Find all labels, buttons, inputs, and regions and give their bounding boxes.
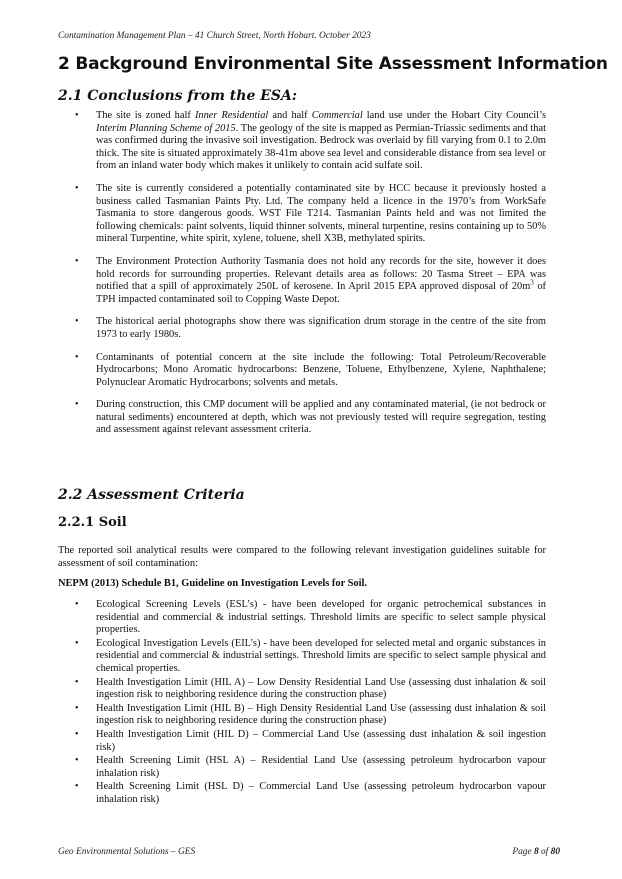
bullet-text: Health Investigation Limit (HIL D) – Commercial Land Use (assessing dust inhalation & soil ingestion risk) xyxy=(96,728,546,753)
bullet-dot: • xyxy=(75,728,79,740)
soil-criteria-item xyxy=(58,677,546,702)
soil-criteria-item xyxy=(58,755,546,780)
bullet-text: During construction, this CMP document will be applied and any contaminated material, (ie not bedrock or natural sediments) encountered at depth, which was not previously tested will require segregation, testing and assessment against relevant assessment criteria. xyxy=(96,399,546,436)
esa-bullet-item xyxy=(58,183,546,246)
bullet-dot: • xyxy=(75,255,79,267)
bullet-dot: • xyxy=(75,676,79,688)
bullet-dot: • xyxy=(75,316,79,328)
soil-intro-paragraph: The reported soil analytical results were compared to the following relevant investigation guidelines suitable for assessment of soil contamination: xyxy=(58,545,546,569)
bullet-dot: • xyxy=(75,599,79,610)
bullet-dot: • xyxy=(75,637,79,649)
bullet-dot: • xyxy=(75,399,79,411)
bullet-text: The site is currently considered a potentially contaminated site by HCC because it previously hosted a business called Tasmanian Paints Pty. Ltd. The company held a licence in the 1970’s from WorkSafe Tasmania to store dangerous goods. WST File T214. Tasmanian Paints held and was not limited the following chemicals: paint solvents, liquid thinner solvents, mineral turpentine, resins containing up to 50% mineral Turpentine, white spirit, xylene, toluene, shell X3B, methylated spirits. xyxy=(96,182,546,245)
italic-text: Interim Planning Scheme of 2015 xyxy=(96,122,236,134)
bullet-dot: • xyxy=(75,702,79,714)
subsection-heading-conclusions: 2.1 Conclusions from the ESA: xyxy=(58,88,298,104)
bullet-text: Ecological Screening Levels (ESL’s) - have been developed for organic petrochemical substances in residential and commercial & industrial settings. Threshold limits are specific to select sample physical properties. xyxy=(96,599,546,636)
bullet-text: Health Investigation Limit (HIL B) – High Density Residential Land Use (assessing dust inhalation & soil ingestion risk to neighboring residence during the construction phase) xyxy=(96,702,546,727)
section-title: 2 Background Environmental Site Assessment Information xyxy=(58,54,608,74)
footer-company: Geo Environmental Solutions – GES xyxy=(58,847,196,857)
italic-text: Commercial xyxy=(311,110,363,121)
bullet-text: The historical aerial photographs show there was signification drum storage in the centre of the site from 1973 to early 1980s. xyxy=(96,316,546,340)
nepm-guideline-label: NEPM (2013) Schedule B1, Guideline on Investigation Levels for Soil. xyxy=(58,578,367,589)
soil-criteria-item xyxy=(58,729,546,754)
page-header: Contamination Management Plan – 41 Church Street, North Hobart. October 2023 xyxy=(58,31,371,41)
bullet-text: Contaminants of potential concern at the site include the following: Total Petroleum/Recoverable Hydrocarbons; Mono Aromatic hydrocarbons: Benzene, Toluene, Ethylbenzene, Xylene, Naphthalene; Polynuclear Aromatic Hydrocarbons; solvents and metals. xyxy=(96,351,546,388)
soil-criteria-item xyxy=(58,599,546,637)
esa-bullet-item xyxy=(58,352,546,390)
bullet-text: land use under the Hobart City Council’s xyxy=(362,110,547,121)
bullet-dot: • xyxy=(75,182,79,194)
esa-bullet-item xyxy=(58,316,546,341)
bullet-text: Health Screening Limit (HSL D) – Commercial Land Use (assessing petroleum hydrocarbon vapour inhalation risk) xyxy=(96,781,546,805)
footer-page-number: Page 8 of 80 xyxy=(512,847,560,857)
bullet-text: Health Screening Limit (HSL A) – Residential Land Use (assessing petroleum hydrocarbon vapour inhalation risk) xyxy=(96,755,546,779)
subsection-heading-criteria: 2.2 Assessment Criteria xyxy=(58,487,245,503)
bullet-text: Health Investigation Limit (HIL A) – Low Density Residential Land Use (assessing dust inhalation & soil ingestion risk to neighboring residence during the construction phase) xyxy=(96,676,546,701)
bullet-text: of TPH impacted contaminated soil to Copping Waste Depot. xyxy=(96,281,546,305)
superscript-text: 3 xyxy=(530,278,534,287)
soil-criteria-item xyxy=(58,781,546,806)
esa-conclusions-list xyxy=(58,110,546,447)
soil-criteria-item xyxy=(58,638,546,676)
soil-criteria-list xyxy=(58,599,546,808)
bullet-text: and half xyxy=(268,110,312,121)
soil-criteria-item xyxy=(58,703,546,728)
bullet-text: . The geology of the site is mapped as Permian-Triassic sediments and that was confirmed during the invasive soil investigation. Bedrock was overlaid by fill varying from 0.1 to 2.0m thick. The site is situated approximately 38-41m above sea level and considerable distance from sea level or from an inland water body which makes it unlikely to contain acid sulfate soil. xyxy=(96,122,546,172)
esa-bullet-item xyxy=(58,256,546,306)
italic-text: Inner Residential xyxy=(194,110,269,121)
bullet-dot: • xyxy=(75,781,79,793)
esa-bullet-item xyxy=(58,110,546,173)
bullet-text: The site is zoned half xyxy=(96,110,195,121)
bullet-text: The Environment Protection Authority Tasmania does not hold any records for the site, however it does hold records for surrounding properties. Relevant details area as follows: 20 Tasma Street – EPA was notified that a spill of approximately 250L of kerosene. In April 2015 EPA approved disposal of 20m xyxy=(96,255,546,293)
bullet-dot: • xyxy=(75,110,79,121)
bullet-dot: • xyxy=(75,755,79,767)
bullet-text: Ecological Investigation Levels (EIL’s) - have been developed for selected metal and organic substances in residential and commercial & industrial settings. Threshold limits are specific to select sample physical and chemical properties. xyxy=(96,637,546,674)
subsubsection-heading-soil: 2.2.1 Soil xyxy=(58,515,127,530)
esa-bullet-item xyxy=(58,399,546,437)
bullet-dot: • xyxy=(75,351,79,363)
